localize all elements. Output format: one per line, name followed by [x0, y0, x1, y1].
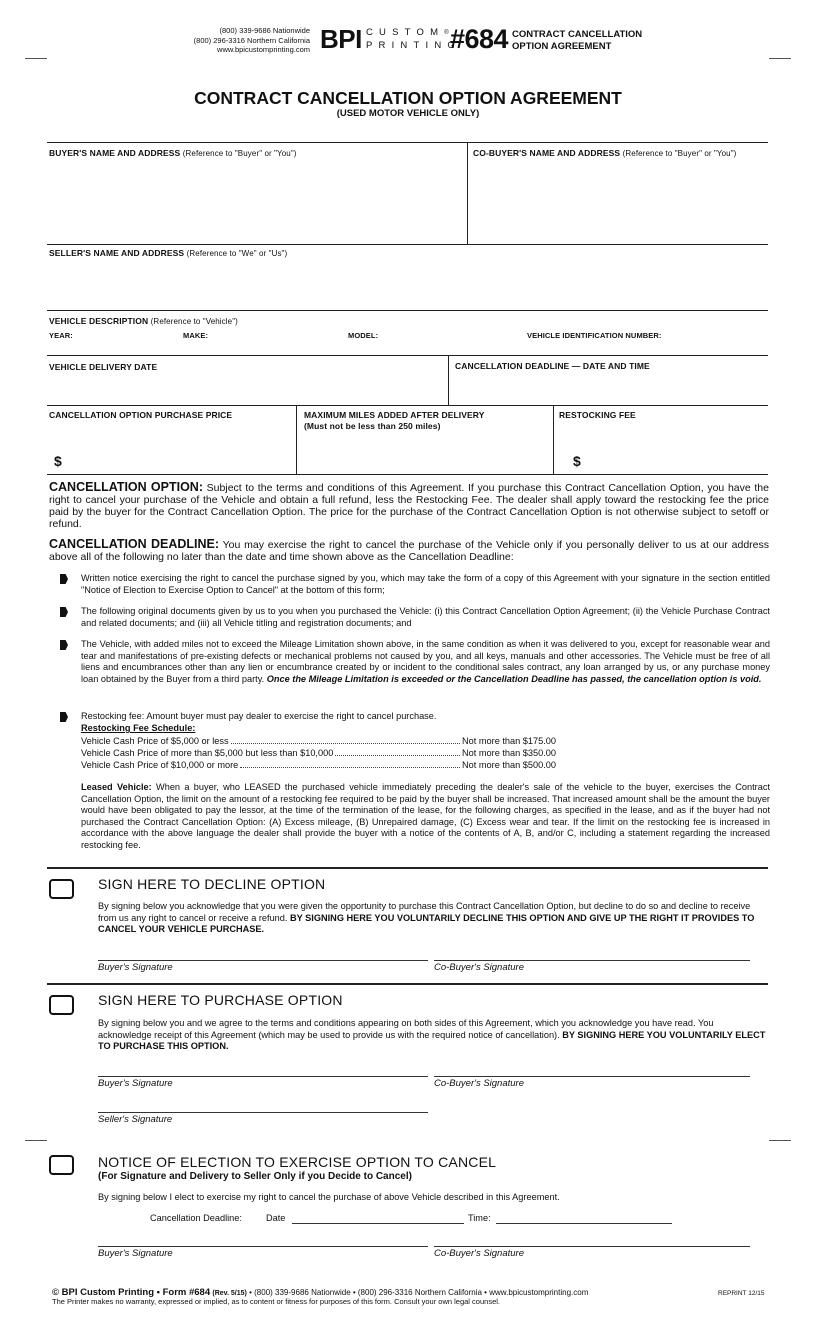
decline-option-checkbox[interactable]	[49, 879, 74, 899]
bullet-arrow-icon	[60, 712, 68, 722]
vehicle-model-field[interactable]: MODEL:	[348, 331, 379, 340]
bullet-vehicle-condition: The Vehicle, with added miles not to exceed the Mileage Limitation shown above, in the same condition as when it was delivered to you, except for reasonable wear and tear and manifestations of pre-existing defects or mechanical problems not caused by you, and all keys, manuals and other accessories. The Vehicle must be free of all liens and encumbrances other than any lien or encumbrance created by or incident to the conditional sales contract, any loan arranged by us, or any purchase money loan obtained by the Buyer from a third party. Once the Mileage Limitation is exceeded or the Cancellation Deadline has passed, the cancellation option is void.	[81, 639, 770, 684]
footer-credit: © BPI Custom Printing • Form #684 (Rev. 5/15) • (800) 339-9686 Nationwide • (800) 296-3316 Northern California • www.bpicustomprinting.com	[52, 1287, 589, 1298]
decline-buyer-signature-line[interactable]	[98, 960, 428, 961]
vin-field[interactable]: VEHICLE IDENTIFICATION NUMBER:	[527, 331, 662, 340]
bullet-arrow-icon	[60, 607, 68, 617]
notice-subheading: (For Signature and Delivery to Seller Only if you Decide to Cancel)	[98, 1171, 412, 1182]
footer-disclaimer: The Printer makes no warranty, expressed or implied, as to content or fitness for purposes of this form. Consult your own legal counsel.	[52, 1297, 500, 1306]
cobuyer-name-address-field[interactable]: CO-BUYER'S NAME AND ADDRESS (Reference to "Buyer" or "You")	[473, 148, 737, 158]
rule	[47, 310, 768, 311]
notice-date-label: Date	[266, 1213, 286, 1223]
notice-election-checkbox[interactable]	[49, 1155, 74, 1175]
notice-time-label: Time:	[468, 1213, 491, 1223]
bullet-arrow-icon	[60, 574, 68, 584]
rule	[448, 355, 449, 405]
brand-printing: PRINTING	[366, 40, 461, 51]
section-rule	[47, 983, 768, 985]
fee-schedule-row: Vehicle Cash Price of $5,000 or less Not more than $175.00	[81, 736, 556, 746]
phone-norcal: (800) 296-3316 Northern California	[193, 35, 310, 45]
restocking-fee-schedule-title: Restocking Fee Schedule:	[81, 723, 196, 733]
purchase-option-checkbox[interactable]	[49, 995, 74, 1015]
delivery-date-field[interactable]: VEHICLE DELIVERY DATE	[49, 362, 158, 372]
notice-time-field[interactable]	[496, 1223, 672, 1224]
page-subtitle: (USED MOTOR VEHICLE ONLY)	[336, 108, 480, 119]
seller-signature-line[interactable]	[98, 1112, 428, 1113]
rule	[467, 142, 468, 244]
crop-mark	[769, 58, 791, 59]
purchase-cobuyer-signature-label: Co-Buyer's Signature	[434, 1078, 524, 1089]
fee-schedule-row: Vehicle Cash Price of $10,000 or more Not more than $500.00	[81, 760, 556, 770]
leased-vehicle-paragraph: Leased Vehicle: When a buyer, who LEASED the purchased vehicle immediately preceding the dealer's sale of the vehicle to the buyer, exercises the Contract Cancellation Option, the limit on the amount of a restocking fee required to be paid by the buyer shall be increased. That increased amount shall be the amount the buyer would have been obligated to pay the lessor, at the time of the termination of the lease, for the following charges, as specified in the lease, and as if the buyer had not purchased the Contract Cancellation Option: (A) Excess mileage, (B) Unrepaired damage, (C) Excess wear and tear. If the limit on the restocking fee is increased in accordance with the above language the dealer shall provide the buyer with a notice of the contents of A, B, and/or C, including a statement regarding the increased restocking fee.	[81, 782, 770, 850]
purchase-price-field[interactable]: CANCELLATION OPTION PURCHASE PRICE	[49, 410, 233, 420]
purchase-buyer-signature-label: Buyer's Signature	[98, 1078, 173, 1089]
crop-mark	[769, 1140, 791, 1141]
fee-dollar-sign: $	[573, 453, 581, 469]
cancellation-deadline-field[interactable]: CANCELLATION DEADLINE — DATE AND TIME	[455, 361, 650, 371]
decline-buyer-signature-label: Buyer's Signature	[98, 962, 173, 973]
brand-logo: BPI	[320, 24, 362, 54]
bullet-restocking-fee: Restocking fee: Amount buyer must pay dealer to exercise the right to cancel purchase.	[81, 711, 437, 721]
rule	[47, 355, 768, 356]
decline-text: By signing below you acknowledge that you were given the opportunity to purchase this Contract Cancellation Option, but decline to do so and decline to receive from us any right to cancel or receive a refund. BY SIGNING HERE YOU VOLUNTARILY DECLINE THIS OPTION AND GIVE UP THE RIGHT IT PROVIDES TO CANCEL YOUR VEHICLE PURCHASE.	[98, 901, 755, 934]
restocking-fee-field[interactable]: RESTOCKING FEE	[559, 410, 636, 420]
cancellation-deadline-label: Cancellation Deadline:	[150, 1213, 242, 1223]
vehicle-year-field[interactable]: YEAR:	[49, 331, 73, 340]
brand-custom: CUSTOM®	[366, 27, 449, 38]
purchase-text: By signing below you and we agree to the terms and conditions appearing on both sides of this Agreement, which you acknowledge you have read. You acknowledge receipt of this Agreement (which may be used to provide us with the required notice of cancellation). BY SIGNING HERE YOU VOLUNTARILY ELECT TO PURCHASE THIS OPTION.	[98, 1018, 766, 1051]
seller-signature-label: Seller's Signature	[98, 1114, 173, 1125]
purchase-buyer-signature-line[interactable]	[98, 1076, 428, 1077]
decline-heading: SIGN HERE TO DECLINE OPTION	[98, 876, 326, 892]
fee-schedule-row: Vehicle Cash Price of more than $5,000 but less than $10,000 Not more than $350.00	[81, 748, 556, 758]
rule	[47, 405, 768, 406]
rule	[296, 405, 297, 474]
cancellation-deadline-paragraph: CANCELLATION DEADLINE: You may exercise the right to cancel the purchase of the Vehicle only if you personally deliver to us at our address above all of the following no later than the date and time shown above as the Cancellation Deadline:	[49, 537, 769, 563]
notice-date-field[interactable]	[292, 1223, 464, 1224]
crop-mark	[25, 1140, 47, 1141]
bullet-original-documents: The following original documents given by us to you when you purchased the Vehicle: (i) this Contract Cancellation Option Agreement; (ii) the Vehicle Purchase Contract and related documents; and (iii) all Vehicle titling and registration documents; and	[81, 606, 770, 628]
notice-text: By signing below I elect to exercise my right to cancel the purchase of above Vehicle described in this Agreement.	[98, 1192, 560, 1202]
form-number: #684	[450, 24, 509, 54]
decline-cobuyer-signature-line[interactable]	[434, 960, 750, 961]
purchase-cobuyer-signature-line[interactable]	[434, 1076, 750, 1077]
reprint-label: REPRINT 12/15	[718, 1290, 765, 1297]
vehicle-description-label: VEHICLE DESCRIPTION (Reference to "Vehicle")	[49, 316, 238, 326]
rule	[47, 474, 768, 475]
notice-cobuyer-signature-line[interactable]	[434, 1246, 750, 1247]
crop-mark	[25, 58, 47, 59]
seller-name-address-field[interactable]: SELLER'S NAME AND ADDRESS (Reference to "We" or "Us")	[49, 248, 288, 258]
section-rule	[47, 867, 768, 869]
bullet-arrow-icon	[60, 640, 68, 650]
max-miles-field[interactable]: MAXIMUM MILES ADDED AFTER DELIVERY (Must not be less than 250 miles)	[304, 410, 485, 431]
rule	[553, 405, 554, 474]
rule	[47, 142, 768, 143]
notice-buyer-signature-label: Buyer's Signature	[98, 1248, 173, 1259]
notice-heading: NOTICE OF ELECTION TO EXERCISE OPTION TO CANCEL	[98, 1154, 497, 1170]
restocking-fee-schedule	[81, 735, 556, 771]
form-title-short: CONTRACT CANCELLATION OPTION AGREEMENT	[512, 29, 643, 52]
page-title: CONTRACT CANCELLATION OPTION AGREEMENT	[194, 88, 622, 108]
cancellation-option-paragraph: CANCELLATION OPTION: Subject to the terms and conditions of this Agreement. If you purchase this Contract Cancellation Option, you have the right to cancel your purchase of the Vehicle and obtain a full refund, less the Restocking Fee. The dealer shall apply toward the restocking fee the price paid by the buyer for the Contract Cancellation Option. The price for the purchase of the Contract Cancellation Option is not otherwise subject to setoff or refund.	[49, 480, 769, 530]
buyer-name-address-field[interactable]: BUYER'S NAME AND ADDRESS (Reference to "Buyer" or "You")	[49, 148, 297, 158]
vehicle-make-field[interactable]: MAKE:	[183, 331, 209, 340]
price-dollar-sign: $	[54, 453, 62, 469]
notice-buyer-signature-line[interactable]	[98, 1246, 428, 1247]
purchase-heading: SIGN HERE TO PURCHASE OPTION	[98, 992, 343, 1008]
website: www.bpicustomprinting.com	[217, 45, 310, 54]
notice-cobuyer-signature-label: Co-Buyer's Signature	[434, 1248, 524, 1259]
decline-cobuyer-signature-label: Co-Buyer's Signature	[434, 962, 524, 973]
bullet-written-notice: Written notice exercising the right to cancel the purchase signed by you, which may take the form of a copy of this Agreement with your signature in the section entitled "Notice of Election to Exercise Option to Cancel" at the bottom of this form;	[81, 573, 770, 595]
phone-nationwide: (800) 339-9686 Nationwide	[219, 26, 310, 35]
publisher-contacts	[194, 26, 310, 55]
rule	[47, 244, 768, 245]
